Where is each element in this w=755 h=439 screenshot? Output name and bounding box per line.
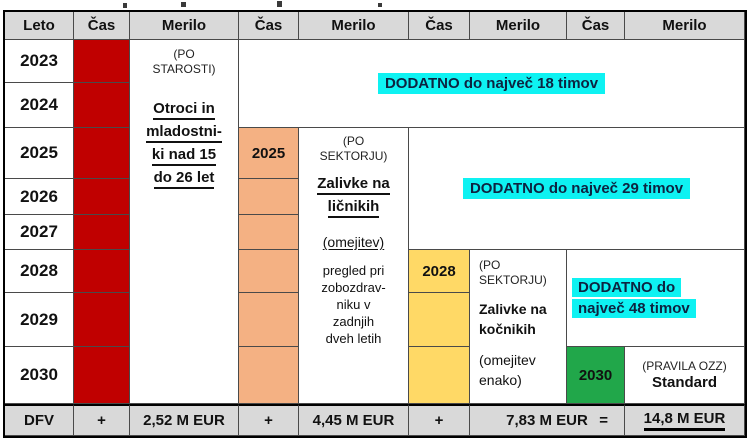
criteria-label: (PO [173,47,195,61]
totals-equals: = [599,412,608,429]
cropped-text-fragment [378,3,382,7]
totals-plus-3: + [409,404,470,436]
criteria-label: (PRAVILA OZZ) [642,359,727,373]
standard-title: Standard [651,374,717,391]
detail-line: zadnjih [332,314,375,329]
year-cell-2026: 2026 [5,179,74,215]
time-cell-orange [239,250,299,293]
measure-cell-age [130,40,239,404]
criteria-label: SEKTORJU) [319,149,388,163]
note-cell-29-teams [409,128,745,250]
limit-label: enako) [479,372,522,388]
totals-plus-1: + [74,404,130,436]
measure-cell-molars [470,250,567,404]
note-cell-48-teams [567,250,745,347]
premolars-title-line: Zalivke na [317,174,390,195]
time-cell-red [74,83,130,128]
time-cell-red [74,293,130,347]
header-cell-cas-1: Čas [74,12,130,40]
note-cell-18-teams [239,40,745,128]
age-title-line: mladostni- [146,122,222,143]
totals-label: DFV [5,404,74,436]
cropped-text-fragment [181,2,186,7]
limit-label: (omejitev [479,352,536,368]
totals-amount-3-cell [470,404,625,436]
highlight-note-18-teams: DODATNO do največ 18 timov [378,73,605,94]
criteria-label: (PO [342,134,365,148]
totals-amount-1: 2,52 M EUR [130,404,239,436]
time-cell-red [74,128,130,179]
time-cell-red [74,347,130,404]
header-cell-leto: Leto [5,12,74,40]
time-cell-yellow [409,293,470,347]
highlight-note-48-teams-line: DODATNO do [572,278,681,297]
timeline-table [3,10,747,438]
time-cell-orange [239,179,299,215]
criteria-label: STAROSTI) [152,62,216,76]
year-cell-2029: 2029 [5,293,74,347]
age-title-line: do 26 let [154,168,215,189]
time-cell-orange [239,215,299,250]
premolars-title-line: ličnikih [328,197,380,218]
measure-cell-premolars [299,128,409,404]
criteria-label: (PO [479,258,501,272]
totals-amount-3: 7,83 M EUR [506,412,588,429]
header-cell-merilo-2: Merilo [299,12,409,40]
age-title-line: Otroci in [153,99,215,120]
molars-title-line: kočnikih [479,321,536,337]
year-cell-2025: 2025 [5,128,74,179]
totals-plus-2: + [239,404,299,436]
cropped-text-fragment [277,1,282,7]
criteria-label: SEKTORJU) [479,273,547,287]
detail-line: niku v [336,297,371,312]
header-cell-cas-4: Čas [567,12,625,40]
time-cell-green-start: 2030 [567,347,625,404]
highlight-note-29-teams: DODATNO do največ 29 timov [463,178,690,199]
totals-amount-2: 4,45 M EUR [299,404,409,436]
time-cell-yellow-start: 2028 [409,250,470,293]
time-cell-red [74,179,130,215]
year-cell-2030: 2030 [5,347,74,404]
header-cell-cas-2: Čas [239,12,299,40]
age-title-line: ki nad 15 [152,145,216,166]
totals-grand-total-cell [625,404,745,436]
year-cell-2028: 2028 [5,250,74,293]
year-cell-2024: 2024 [5,83,74,128]
limit-label: (omejitev) [322,234,385,250]
cropped-text-fragment [123,3,127,8]
year-cell-2027: 2027 [5,215,74,250]
header-cell-cas-3: Čas [409,12,470,40]
totals-grand-total: 14,8 M EUR [644,410,726,431]
detail-line: zobozdrav- [321,280,386,295]
time-cell-yellow [409,347,470,404]
time-cell-orange [239,347,299,404]
header-cell-merilo-3: Merilo [470,12,567,40]
time-cell-red [74,215,130,250]
header-cell-merilo-4: Merilo [625,12,745,40]
time-cell-red [74,250,130,293]
detail-line: pregled pri [322,263,385,278]
detail-line: dveh letih [325,331,382,346]
highlight-note-48-teams-line: največ 48 timov [572,299,696,318]
molars-title-line: Zalivke na [479,301,547,317]
time-cell-red [74,40,130,83]
header-cell-merilo-1: Merilo [130,12,239,40]
measure-cell-standard [625,347,745,404]
time-cell-orange-start: 2025 [239,128,299,179]
year-cell-2023: 2023 [5,40,74,83]
time-cell-orange [239,293,299,347]
